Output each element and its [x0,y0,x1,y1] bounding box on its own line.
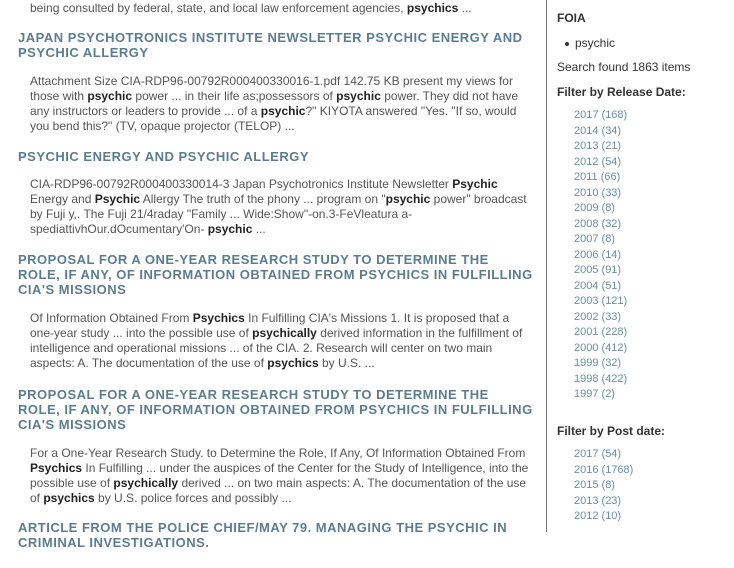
result-title-link[interactable]: PROPOSAL FOR A ONE-YEAR RESEARCH STUDY TO DETERMINE THE ROLE, IF ANY, OF INFORMATION OBTAINED FROM PSYCHICS IN FULFILLING CIA'S MISSIONS [18,252,533,297]
highlighted-keyword: psychic [87,89,133,103]
result-title-link[interactable]: PSYCHIC ENERGY AND PSYCHIC ALLERGY [18,149,310,164]
release-filter-item [574,387,727,403]
post-date-heading: Filter by Post date: [557,424,666,438]
result-snippet: CIA-RDP96-00792R000400330014-3 Japan Psychotronics Institute Newsletter Psychic Energy and Psychic Allergy The truth of the phony ... program on "psychic power" broadcast by Fuji у,. The Fuji 21/4raday "Family ... Wide:Show"-on.3-FeVleatura a-spediattivhOur.dOcumentary'On- psychic ... [30,177,527,236]
release-filter-item [574,341,727,357]
release-filter-link-2017[interactable]: 2017 (168) [574,109,628,121]
highlighted-keyword: psychic [385,192,431,206]
release-filter-link-2007[interactable]: 2007 (8) [574,233,615,245]
search-terms-list [557,36,727,50]
release-filter-item [574,155,727,171]
highlighted-keyword: psychics [406,1,459,15]
foia-heading: FOIA [557,11,586,25]
post-filter-item [574,447,727,463]
search-result [0,520,533,550]
release-filter-link-1999[interactable]: 1999 (32) [574,357,622,369]
highlighted-keyword: Psychics [192,311,245,325]
release-filter-link-2000[interactable]: 2000 (412) [574,341,628,354]
post-filter-link-2015[interactable]: 2015 (8) [574,479,615,491]
release-filter-item [574,279,727,295]
release-filter-link-2009[interactable]: 2009 (8) [574,202,615,214]
search-result [0,1,530,16]
sidebar-divider [546,0,547,532]
release-filter-item [574,186,727,202]
highlighted-keyword: psychic [207,222,253,236]
post-filter-link-2017[interactable]: 2017 (54) [574,448,622,460]
post-filter-item [574,494,727,510]
post-filter-link-2013[interactable]: 2013 (23) [574,494,622,507]
result-snippet: For a One-Year Research Study. to Determine the Role, If Any, Of Information Obtained From Psychics In Fulfilling ... under the auspices of the Center for the Study of Intelligence, into the possible use of psychically derived ... on two main aspects: A. The documentation of the use of psychics by U.S. police forces and possibly ... [30,446,529,505]
release-date-filter-list [557,108,727,403]
release-filter-link-2013[interactable]: 2013 (21) [574,140,622,152]
release-filter-item [574,372,727,388]
release-filter-item [574,356,727,372]
release-filter-link-2001[interactable]: 2001 (228) [574,326,628,338]
release-filter-link-1998[interactable]: 1998 (422) [574,372,628,385]
post-date-filter-list [557,447,727,525]
search-term: psychic [557,36,727,50]
release-filter-item [574,139,727,155]
release-filter-link-2008[interactable]: 2008 (32) [574,217,622,230]
release-filter-item [574,310,727,326]
highlighted-keyword: psychic [336,89,381,103]
result-title-link[interactable]: ARTICLE FROM THE POLICE CHIEF/MAY 79. MANAGING THE PSYCHIC IN CRIMINAL INVESTIGATIONS. [18,520,508,550]
highlighted-keyword: psychic [260,104,306,118]
post-filter-link-2012[interactable]: 2012 (10) [574,510,622,522]
highlighted-keyword: Psychic [452,177,498,191]
search-result [0,387,533,506]
release-date-heading: Filter by Release Date: [557,85,686,99]
release-filter-link-2003[interactable]: 2003 (121) [574,295,628,307]
highlighted-keyword: Psychics [30,461,83,475]
release-filter-link-2004[interactable]: 2004 (51) [574,279,622,292]
release-filter-item [574,325,727,341]
release-filter-link-2005[interactable]: 2005 (91) [574,264,622,276]
result-count: Search found 1863 items [557,60,691,74]
release-filter-item [574,248,727,264]
result-title-link[interactable]: PROPOSAL FOR A ONE-YEAR RESEARCH STUDY TO DETERMINE THE ROLE, IF ANY, OF INFORMATION OBTAINED FROM PSYCHICS IN FULFILLING CIA'S MISSIONS [18,387,533,432]
highlighted-keyword: Psychic [94,192,141,206]
release-filter-item [574,201,727,217]
highlighted-keyword: psychics [43,491,95,505]
post-filter-item [574,478,727,494]
post-filter-item [574,463,727,479]
release-filter-link-1997[interactable]: 1997 (2) [574,388,615,400]
result-snippet: Of Information Obtained From Psychics In Fulfilling CIA's Missions 1. It is proposed that a one-year study ... into the possible use of psychically derived information in the fulfillment of intelligence and operational missions ... of the CIA. 2. Research will center on two main aspects: A. The documentation of the use of psychics by U.S. ... [30,311,523,370]
release-filter-link-2002[interactable]: 2002 (33) [574,310,622,323]
release-filter-link-2012[interactable]: 2012 (54) [574,155,622,168]
search-result [0,30,533,134]
highlighted-keyword: psychically [113,476,179,490]
release-filter-item [574,170,727,186]
release-filter-item [574,294,727,310]
search-result [0,149,533,237]
highlighted-keyword: psychically [252,326,317,340]
highlighted-keyword: psychics [267,356,319,370]
result-snippet: Attachment Size CIA-RDP96-00792R000400330016-1.pdf 142.75 KB present my views for those with psychic power ... in their life as;possessors of psychic power. They did not have any instructors or leaders to provide ... of a psychic?" KIYOTA answered "Yes. "If so, would you bend this?" (TV, opaque projector (TELOP) ... [30,74,519,133]
search-result [0,252,533,371]
result-title-link[interactable]: JAPAN PSYCHOTRONICS INSTITUTE NEWSLETTER PSYCHIC ENERGY AND PSYCHIC ALLERGY [18,30,523,60]
post-filter-item [574,509,727,525]
release-filter-item [574,108,727,124]
release-filter-link-2006[interactable]: 2006 (14) [574,248,622,261]
release-filter-item [574,263,727,279]
release-filter-item [574,217,727,233]
post-filter-link-2016[interactable]: 2016 (1768) [574,463,634,476]
release-filter-item [574,124,727,140]
release-filter-link-2010[interactable]: 2010 (33) [574,186,622,199]
release-filter-item [574,232,727,248]
result-snippet: being consulted by federal, state, and local law enforcement agencies, psychics ... [30,1,472,15]
release-filter-link-2014[interactable]: 2014 (34) [574,124,622,137]
release-filter-link-2011[interactable]: 2011 (66) [574,171,621,183]
